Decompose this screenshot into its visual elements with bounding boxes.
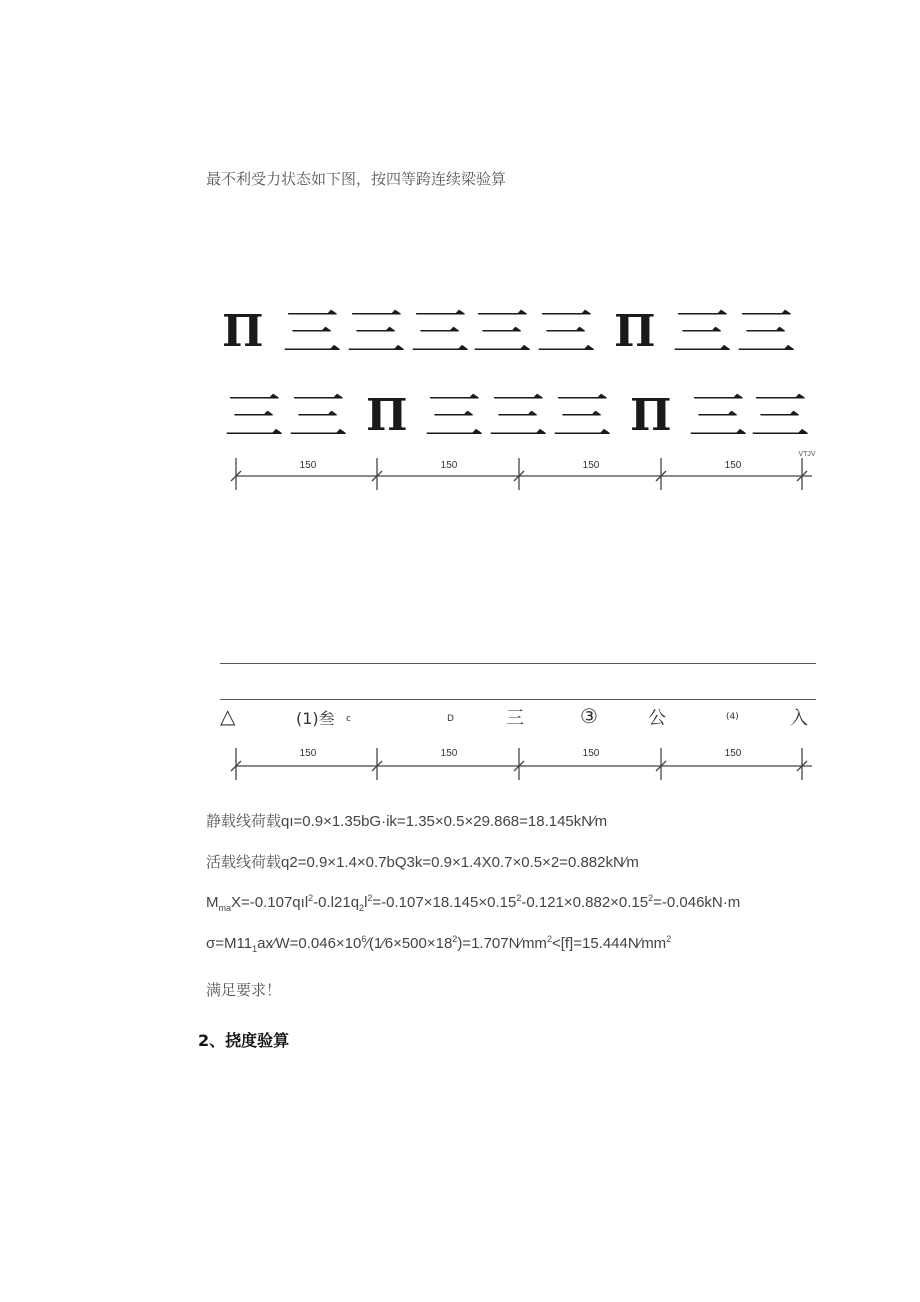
load-glyph: 三 <box>672 303 732 363</box>
moment-part: -0.121×0.882×0.15 <box>521 894 649 911</box>
support-mark: (1)叁 <box>296 709 335 728</box>
load-row-1 <box>222 292 822 362</box>
stress-sup: 2 <box>666 934 672 944</box>
span-label: 150 <box>440 748 458 759</box>
support-mark: 三 <box>506 708 524 729</box>
support-glyph: Π <box>630 390 672 441</box>
span-label: 150 <box>582 460 600 471</box>
moment-symbol: M <box>206 894 219 911</box>
load-glyph: 三 <box>288 387 348 447</box>
support-glyph: Π <box>222 306 264 357</box>
corner-label: VTJV <box>798 451 816 458</box>
support-mark: 公 <box>648 708 666 729</box>
load-glyph: 三 <box>750 387 810 447</box>
span-label: 150 <box>299 460 317 471</box>
stress-part: ∕(1∕6×500×18 <box>366 935 453 952</box>
stress-sub: 1 <box>252 944 258 954</box>
stress-part: σ=M11 <box>206 935 253 952</box>
load-glyph: 三 <box>224 387 284 447</box>
load-glyph: 三 <box>282 303 342 363</box>
static-load-line <box>206 810 607 831</box>
moment-part: =-0.046kN·m <box>653 894 741 911</box>
static-load-formula: qı=0.9×1.35bG·ik=1.35×0.5×29.868=18.145kN∕m <box>281 813 608 830</box>
stress-formula <box>206 934 671 954</box>
moment-sub: 2 <box>359 903 365 913</box>
support-mark: △ <box>220 704 236 728</box>
stress-part: )=1.707N∕mm <box>457 935 547 952</box>
moment-sub: ma <box>218 903 232 913</box>
conclusion-text: 满足要求！ <box>206 981 282 999</box>
dimension-line-1 <box>222 446 818 494</box>
stress-part: <[f]=15.444N∕mm <box>551 935 667 952</box>
load-glyph: 三 <box>552 387 612 447</box>
moment-sup: 2 <box>367 893 373 903</box>
live-load-label: 活载线荷载 <box>206 853 282 871</box>
stress-part: ax∕W=0.046×10 <box>257 935 362 952</box>
stress-sup: 2 <box>546 934 552 944</box>
moment-sup: 2 <box>308 893 314 903</box>
support-mark: (4) <box>726 712 739 722</box>
intro-text: 最不利受力状态如下图，按四等跨连续梁验算 <box>206 170 507 188</box>
load-glyph: 三 <box>472 303 532 363</box>
moment-formula <box>206 893 740 913</box>
stress-sup: 2 <box>452 934 458 944</box>
span-label: 150 <box>724 460 742 471</box>
beam-line-top <box>220 663 816 664</box>
support-mark: ③ <box>580 704 598 728</box>
section-heading: 2、挠度验算 <box>198 1031 290 1050</box>
live-load-line <box>206 851 639 872</box>
moment-part: l <box>364 894 368 911</box>
stress-sup: 6 <box>361 934 367 944</box>
support-mark: 入 <box>790 708 808 729</box>
static-load-label: 静载线荷载 <box>206 812 282 830</box>
load-row-2 <box>222 376 822 446</box>
dimension-line-2 <box>222 736 818 784</box>
conclusion <box>206 979 281 1000</box>
span-label: 150 <box>582 748 600 759</box>
support-mark: D <box>447 714 454 724</box>
span-label: 150 <box>299 748 317 759</box>
beam-line-bottom <box>220 699 816 700</box>
load-glyph: 三 <box>536 303 596 363</box>
moment-part: -0.l21q <box>313 894 360 911</box>
moment-sup: 2 <box>648 893 654 903</box>
support-glyph: Π <box>366 390 408 441</box>
span-label: 150 <box>724 748 742 759</box>
load-glyph: 三 <box>424 387 484 447</box>
load-glyph: 三 <box>736 303 796 363</box>
load-glyph: 三 <box>346 303 406 363</box>
load-glyph: 三 <box>688 387 748 447</box>
moment-part: X=-0.107qıl <box>231 894 309 911</box>
moment-part: =-0.107×18.145×0.15 <box>372 894 517 911</box>
load-glyph: 三 <box>410 303 470 363</box>
span-label: 150 <box>440 460 458 471</box>
load-glyph: 三 <box>488 387 548 447</box>
live-load-formula: q2=0.9×1.4×0.7bQ3k=0.9×1.4X0.7×0.5×2=0.882kN∕m <box>281 854 639 871</box>
moment-sup: 2 <box>516 893 522 903</box>
support-mark: c <box>346 714 351 724</box>
support-glyph: Π <box>614 306 656 357</box>
